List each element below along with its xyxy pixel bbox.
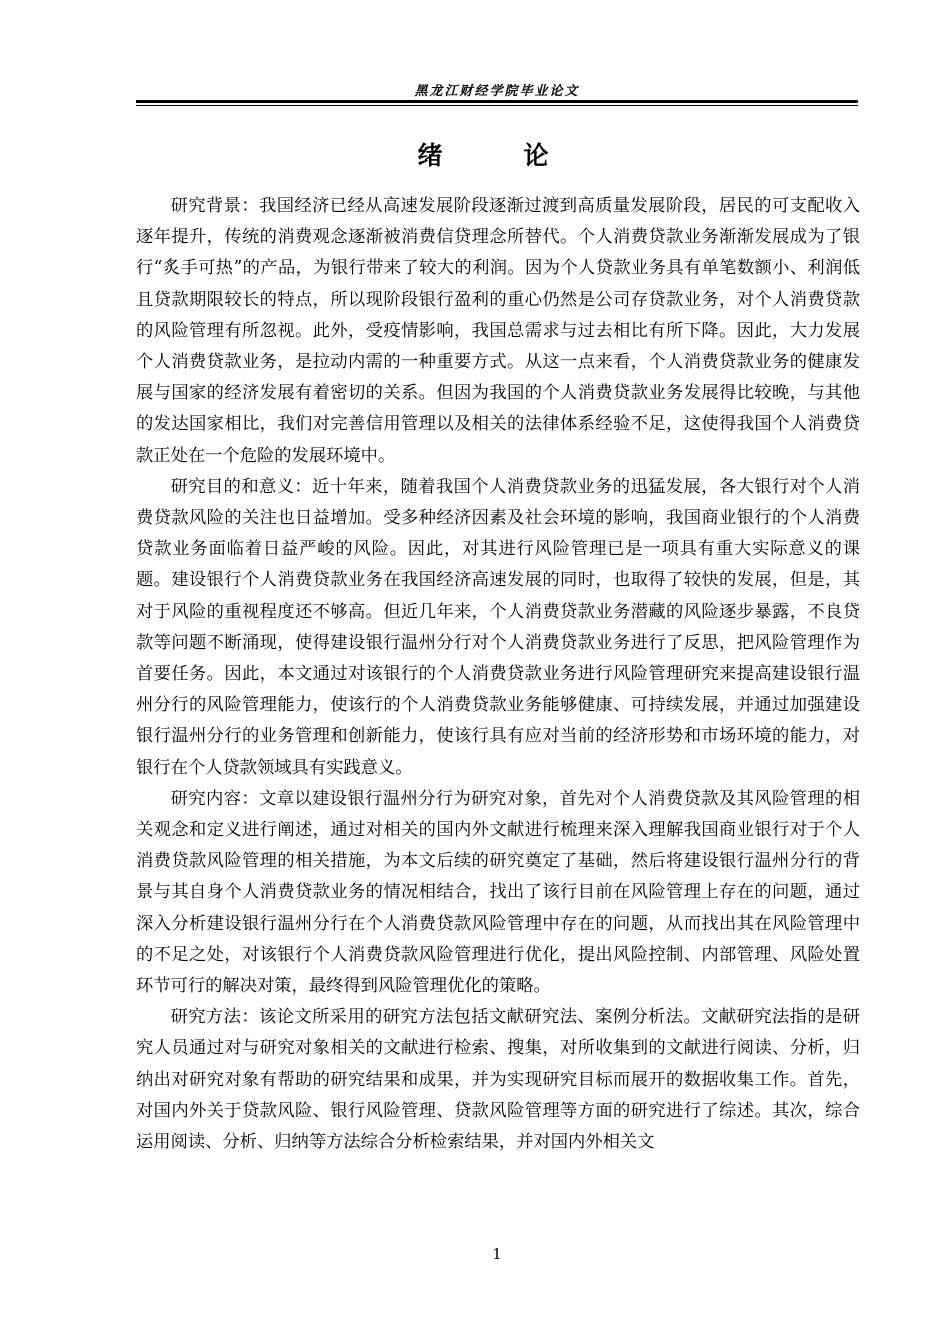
paragraph-method: 研究方法：该论文所采用的研究方法包括文献研究法、案例分析法。文献研究法指的是研究人员通过对与研究对象相关的文献进行检索、搜集，对所收集到的文献进行阅读、分析，归纳出对研究对象有帮助的研究结果和成果，并为实现研究目标而展开的数据收集工作。首先，对国内外关于贷款风险、银行风险管理、贷款风险管理等方面的研究进行了综述。其次，综合运用阅读、分析、归纳等方法综合分析检索结果，并对国内外相关文 bbox=[136, 1007, 860, 1153]
paragraph-background: 研究背景：我国经济已经从高速发展阶段逐渐过渡到高质量发展阶段，居民的可支配收入逐年提升，传统的消费观念逐渐被消费信贷理念所替代。个人消费贷款业务渐渐发展成为了银行“炙手可热”的产品，为银行带来了较大的利润。因为个人贷款业务具有单笔数额小、利润低且贷款期限较长的特点，所以现阶段银行盈利的重心仍然是公司存贷款业务，对个人消费贷款的风险管理有所忽视。此外，受疫情影响，我国总需求与过去相比有所下降。因此，大力发展个人消费贷款业务，是拉动内需的一种重要方式。从这一点来看，个人消费贷款业务的健康发展与国家的经济发展有着密切的关系。但因为我国的个人消费贷款业务发展得比较晚，与其他的发达国家相比，我们对完善信用管理以及相关的法律体系经验不足，这使得我国个人消费贷款正处在一个危险的发展环境中。 bbox=[136, 196, 860, 466]
page-number: 1 bbox=[492, 1245, 502, 1263]
header-rule-thick bbox=[136, 100, 858, 103]
running-header: 黑龙江财经学院毕业论文 bbox=[414, 84, 580, 99]
header-rule-thin bbox=[136, 105, 858, 106]
paragraph-purpose: 研究目的和意义：近十年来，随着我国个人消费贷款业务的迅猛发展，各大银行对个人消费贷款风险的关注也日益增加。受多种经济因素及社会环境的影响，我国商业银行的个人消费贷款业务面临着日益严峻的风险。因此，对其进行风险管理已是一项具有重大实际意义的课题。建设银行个人消费贷款业务在我国经济高速发展的同时，也取得了较快的发展，但是，其对于风险的重视程度还不够高。但近几年来，个人消费贷款业务潜藏的风险逐步暴露，不良贷款等问题不断涌现，使得建设银行温州分行对个人消费贷款业务进行了反思，把风险管理作为首要任务。因此，本文通过对该银行的个人消费贷款业务进行风险管理研究来提高建设银行温州分行的风险管理能力，使该行的个人消费贷款业务能够健康、可持续发展，并通过加强建设银行温州分行的业务管理和创新能力，使该行具有应对当前的经济形势和市场环境的能力，对银行在个人贷款领域具有实践意义。 bbox=[136, 476, 860, 778]
paragraph-content: 研究内容：文章以建设银行温州分行为研究对象，首先对个人消费贷款及其风险管理的相关观念和定义进行阐述，通过对相关的国内外文献进行梳理来深入理解我国商业银行对于个人消费贷款风险管理的相关措施，为本文后续的研究奠定了基础，然后将建设银行温州分行的背景与其自身个人消费贷款业务的情况相结合，找出了该行目前在风险管理上存在的问题，通过深入分析建设银行温州分行在个人消费贷款风险管理中存在的问题，从而找出其在风险管理中的不足之处，对该银行个人消费贷款风险管理进行优化，提出风险控制、内部管理、风险处置环节可行的解决对策，最终得到风险管理优化的策略。 bbox=[136, 788, 860, 997]
section-title: 绪 论 bbox=[417, 141, 577, 170]
body-text bbox=[136, 191, 860, 1158]
